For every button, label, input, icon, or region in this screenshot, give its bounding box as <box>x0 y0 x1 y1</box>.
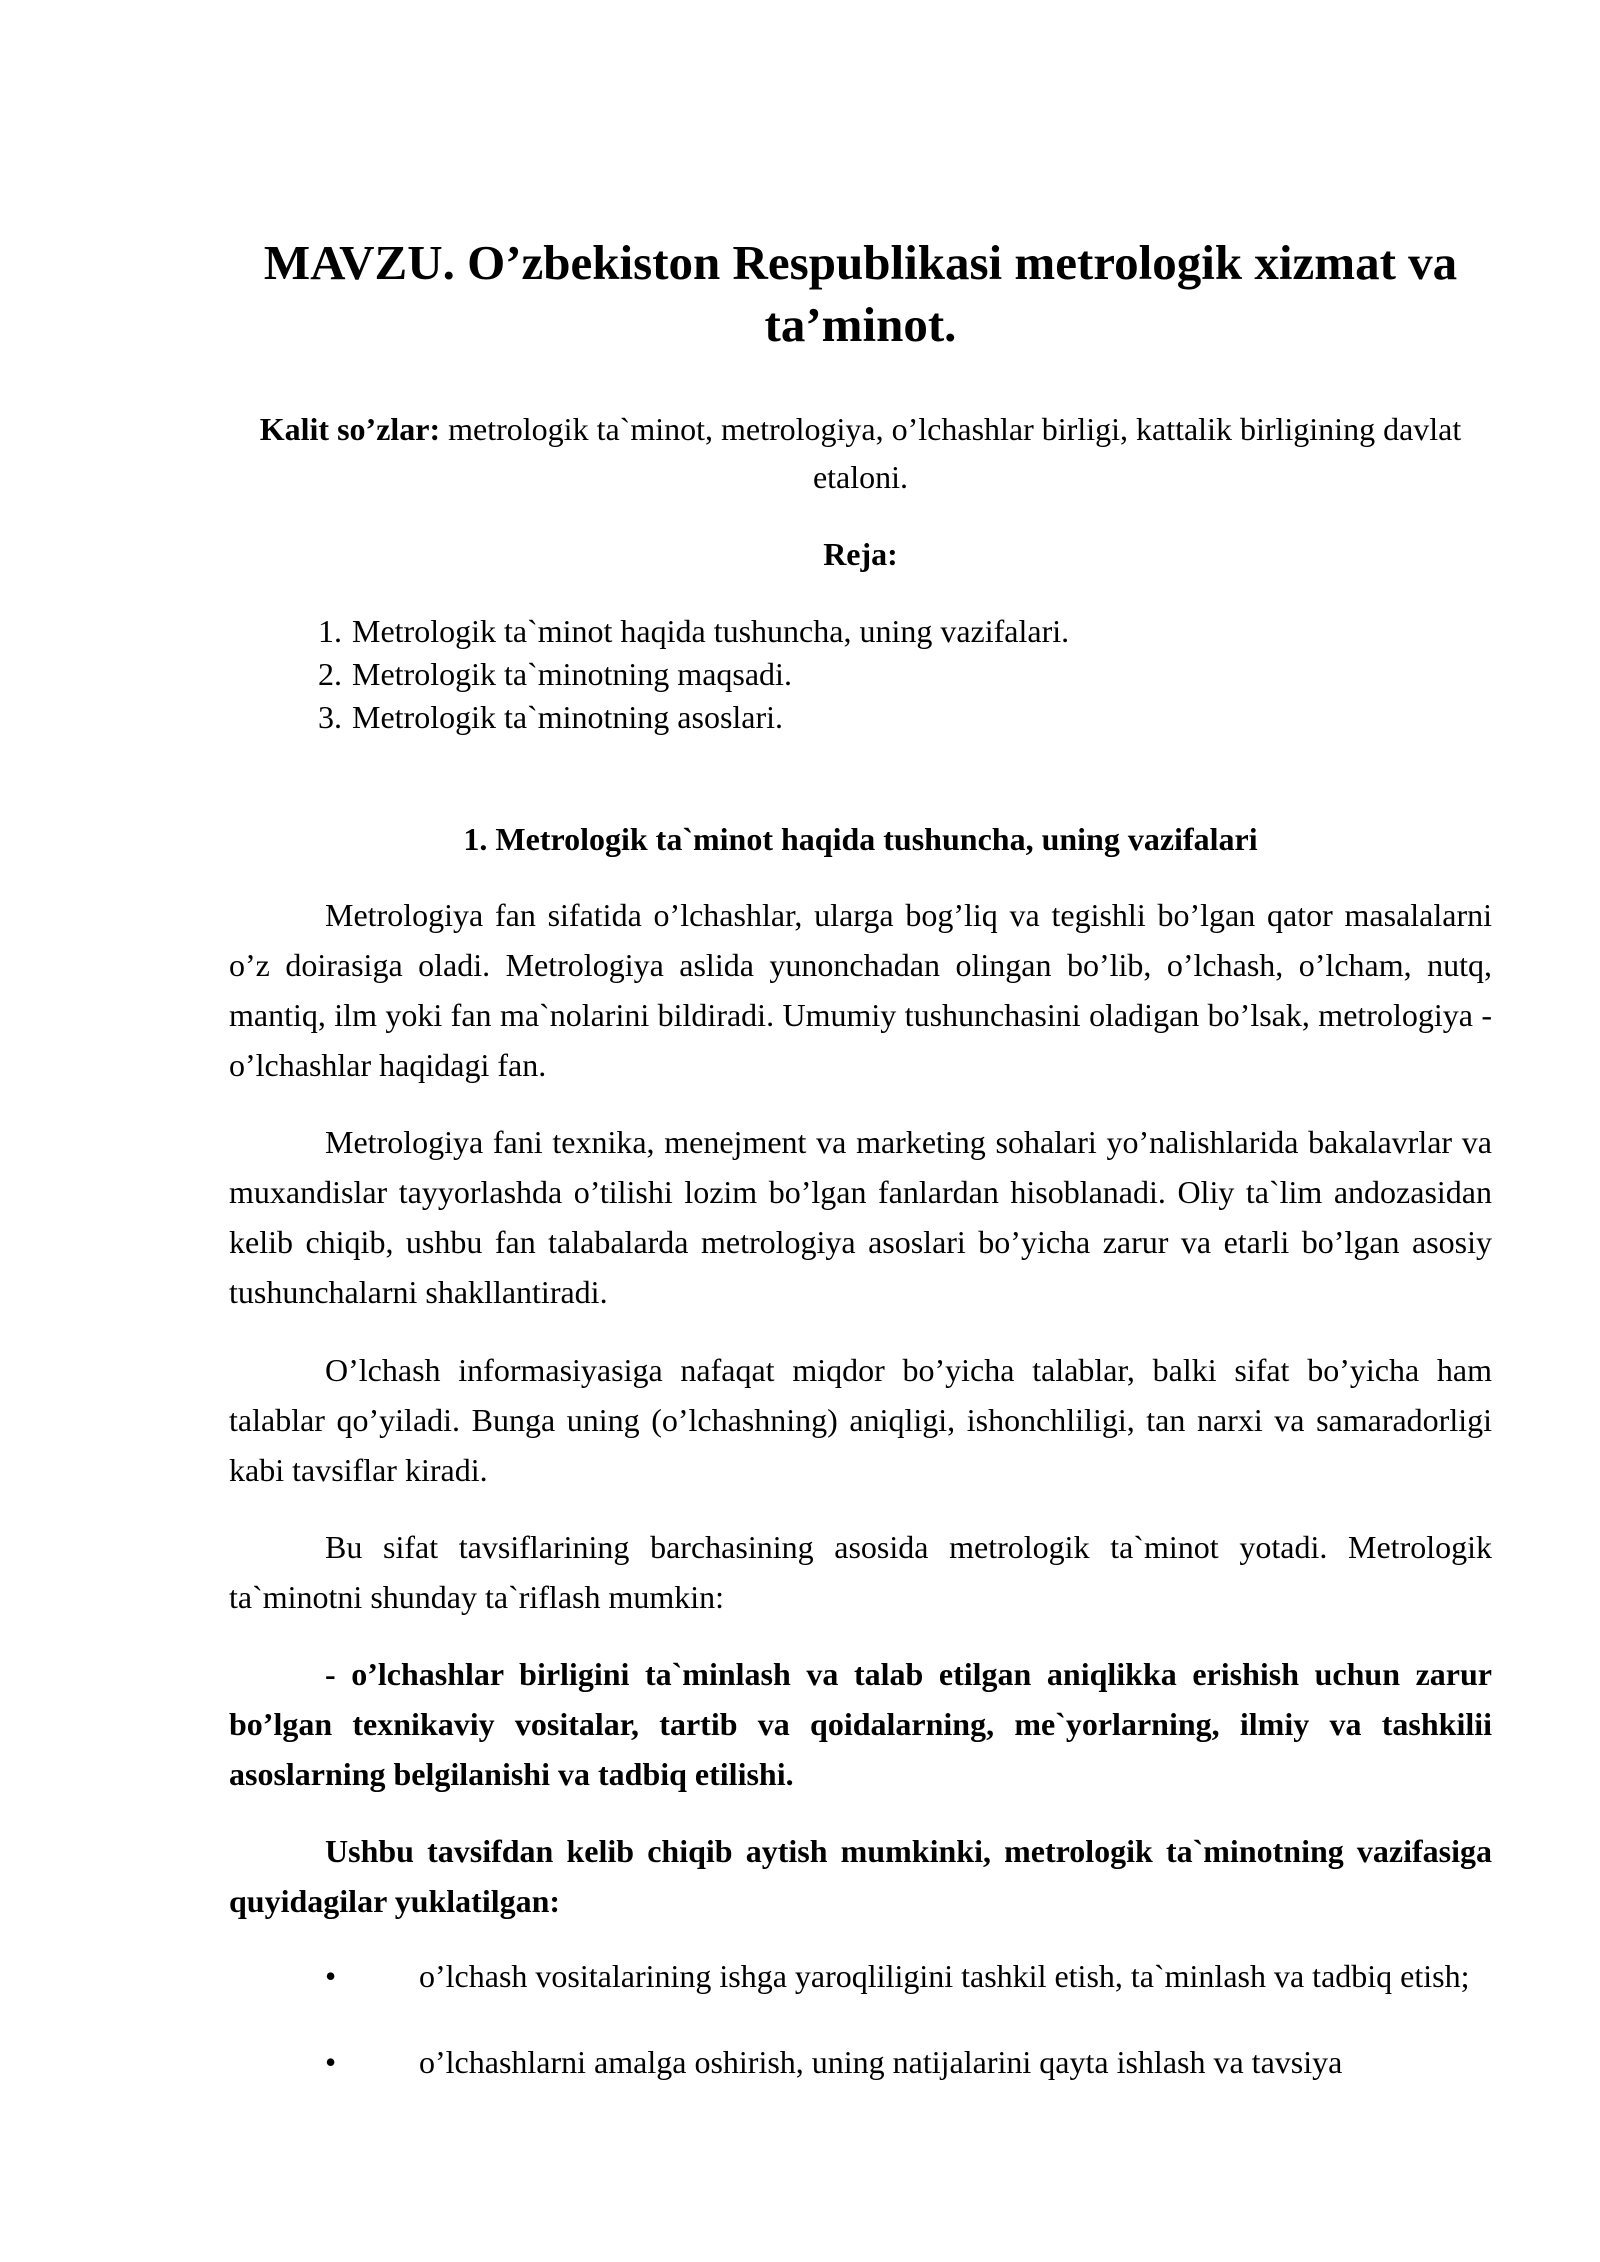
keywords-text: metrologik ta`minot, metrologiya, o’lchashlar birligi, kattalik birligining davlat etaloni. <box>440 411 1462 495</box>
keywords-line <box>229 405 1492 501</box>
plan-item <box>306 696 1406 739</box>
plan-item-number: 3. <box>318 699 342 735</box>
bullet-text: o’lchashlarni amalga oshirish, uning natijalarini qayta ishlash va tavsiya <box>419 2044 1343 2080</box>
definition-paragraph: - o’lchashlar birligini ta`minlash va talab etilgan aniqlikka erishish uchun zarur bo’lgan texnikaviy vositalar, tartib va qoidalarning, me`yorlarning, ilmiy va tashkilii asoslarning belgilanishi va tadbiq etilishi. <box>229 1656 1492 1792</box>
plan-list <box>306 610 1406 739</box>
body-paragraph: O’lchash informasiyasiga nafaqat miqdor bo’yicha talablar, balki sifat bo’yicha ham talablar qo’yiladi. Bunga uning (o’lchashning) aniqligi, ishonchliligi, tan narxi va samaradorligi kabi tavsiflar kiradi. <box>229 1352 1492 1488</box>
plan-item-number: 2. <box>318 656 342 692</box>
keywords-label: Kalit so’zlar: <box>259 411 441 447</box>
plan-item-text: Metrologik ta`minotning maqsadi. <box>352 656 792 692</box>
bullet-icon: • <box>325 1958 337 1994</box>
bullet-item <box>229 2041 1519 2084</box>
plan-item-text: Metrologik ta`minot haqida tushuncha, uning vazifalari. <box>352 613 1070 649</box>
plan-item-text: Metrologik ta`minotning asoslari. <box>352 699 784 735</box>
plan-heading: Reja: <box>823 536 898 572</box>
bullet-icon: • <box>325 2044 337 2080</box>
plan-item-number: 1. <box>318 613 342 649</box>
tasks-intro-paragraph: Ushbu tavsifdan kelib chiqib aytish mumkinki, metrologik ta`minotning vazifasiga quyidagilar yuklatilgan: <box>229 1833 1492 1919</box>
body-paragraph: Metrologiya fani texnika, menejment va marketing sohalari yo’nalishlarida bakalavrlar va muxandislar tayyorlashda o’tilishi lozim bo’lgan fanlardan hisoblanadi. Oliy ta`lim andozasidan kelib chiqib, ushbu fan talabalarda metrologiya asoslari bo’yicha zarur va etarli bo’lgan asosiy tushunchalarni shakllantiradi. <box>229 1124 1492 1310</box>
bullet-item <box>229 1955 1492 1998</box>
document-title: MAVZU. O’zbekiston Respublikasi metrologik xizmat va ta’minot. <box>263 235 1458 352</box>
plan-item <box>306 653 1406 696</box>
body-paragraph: Bu sifat tavsiflarining barchasining asosida metrologik ta`minot yotadi. Metrologik ta`minotni shunday ta`riflash mumkin: <box>229 1529 1492 1615</box>
bullet-text: o’lchash vositalarining ishga yaroqliligini tashkil etish, ta`minlash va tadbiq etish; <box>419 1958 1470 1994</box>
plan-item <box>306 610 1406 653</box>
section-heading: 1. Metrologik ta`minot haqida tushuncha, uning vazifalari <box>463 821 1258 857</box>
body-paragraph: Metrologiya fan sifatida o’lchashlar, ularga bog’liq va tegishli bo’lgan qator masalalarni o’z doirasiga oladi. Metrologiya aslida yunonchadan olingan bo’lib, o’lchash, o’lcham, nutq, mantiq, ilm yoki fan ma`nolarini bildiradi. Umumiy tushunchasini oladigan bo’lsak, metrologiya - o’lchashlar haqidagi fan. <box>229 897 1492 1083</box>
